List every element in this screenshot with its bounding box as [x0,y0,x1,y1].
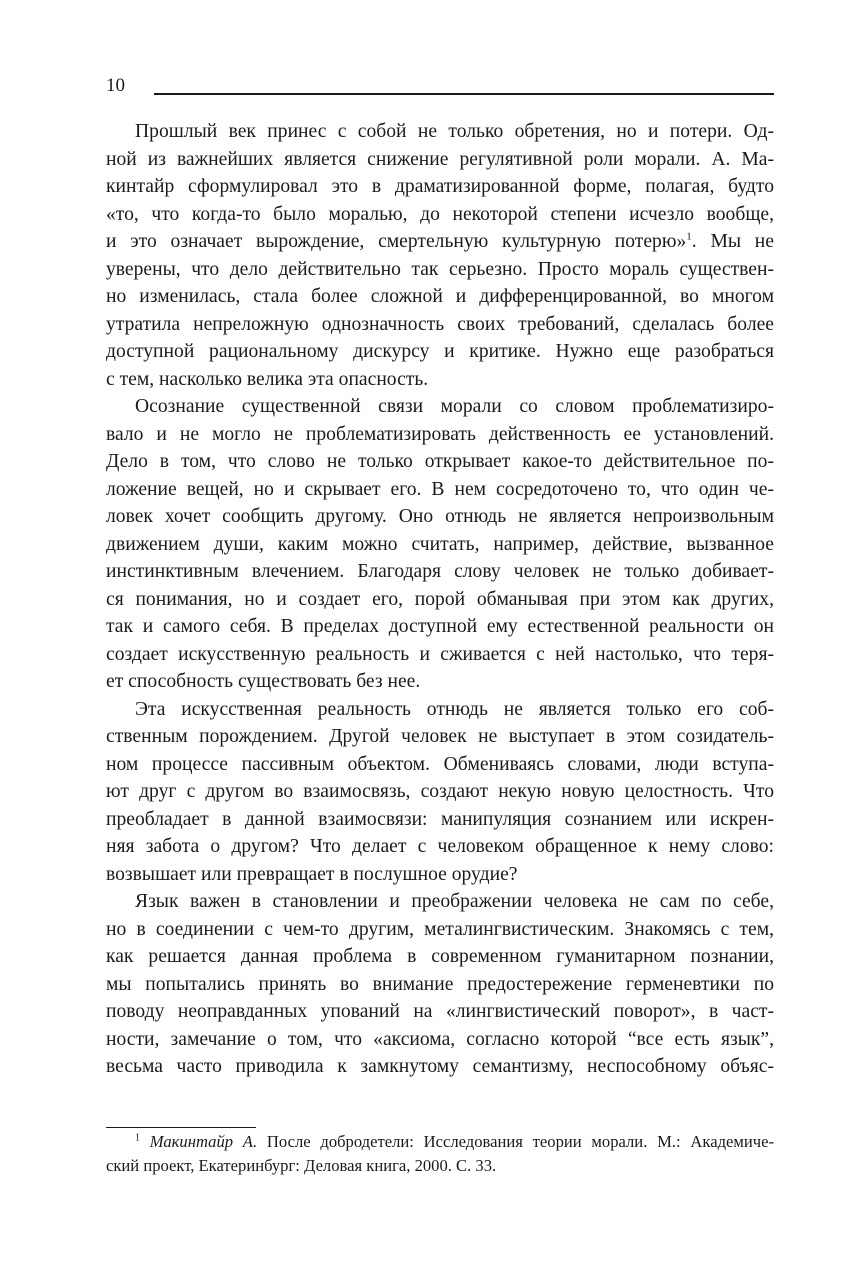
text-line: ной из важнейших является снижение регулятивной роли морали. А. Ма- [106,148,774,170]
footnote-author: Макинтайр А. [149,1132,258,1151]
text-line: уверены, что дело действительно так серьезно. Просто мораль существен- [106,258,774,280]
text-line: «то, что когда-то было моралью, до некоторой степени исчезло вообще, [106,203,774,225]
text-line: Эта искусственная реальность отнюдь не является только его соб- [135,698,774,720]
header-rule [154,93,774,95]
text-line: поводу неоправданных упований на «лингвистический поворот», в част- [106,1001,774,1022]
footnote-text: После добродетели: Исследования теории морали. М.: Академиче- [257,1132,774,1151]
text-line: ном процессе пассивным объектом. Обмениваясь словами, люди вступа- [106,753,774,775]
text-line: как решается данная проблема в современном гуманитарном познании, [106,946,774,967]
text-line: утратила непреложную однозначность своих требований, сделалась более [106,313,774,335]
text-line: ся понимания, но и создает его, порой обманывая при этом как других, [106,588,774,610]
text-line: Язык важен в становлении и преображении человека не сам по себе, [135,891,774,912]
footnote-rule [106,1127,256,1128]
text-line: возвышает или превращает в послушное орудие? [106,863,518,885]
footnote [106,1130,774,1178]
text-line: доступной рациональному дискурсу и критике. Нужно еще разобраться [106,341,774,362]
text-line: преобладает в данной взаимосвязи: манипуляция сознанием или искрен- [106,808,774,830]
footnote-line [106,1130,774,1154]
paragraph-1 [106,118,774,393]
text-line: ственным порождением. Другой человек не выступает в этом созидатель- [106,726,774,747]
footnote-reference[interactable]: 1 [686,230,692,243]
text-line: ложение вещей, но и скрывает его. В нем сосредоточено то, что один че- [106,478,774,500]
text-line: весьма часто приводила к замкнутому семантизму, неспособному объяс- [106,1056,774,1077]
text-line: с тем, насколько велика эта опасность. [106,368,429,390]
footnote-line: ский проект, Екатеринбург: Деловая книга, 2000. С. 33. [106,1156,497,1175]
text-line: движением души, каким можно считать, например, действие, вызванное [106,533,774,555]
text-line: Осознание существенной связи морали со словом проблематизиро- [135,396,774,417]
text-line: так и самого себя. В пределах доступной ему естественной реальности он [106,616,774,637]
text-line: кинтайр сформулировал это в драматизированной форме, полагая, будто [106,176,774,197]
body-text [106,118,774,1081]
page-number: 10 [106,75,125,96]
text-fragment: . Мы не [691,231,774,252]
text-line: Прошлый век принес с собой не только обретения, но и потери. Од- [135,121,774,142]
paragraph-4 [106,888,774,1081]
paragraph-3 [106,696,774,889]
text-line: инстинктивным влечением. Благодаря слову человек не только добивает- [106,561,774,582]
text-line: но изменилась, стала более сложной и дифференцированной, во многом [106,286,774,307]
text-line: но в соединении с чем-то другим, металингвистическим. Знакомясь с тем, [106,918,774,940]
text-fragment: и это означает вырождение, смертельную культурную потерю» [106,231,687,252]
text-line: создает искусственную реальность и сживается с ней настолько, что теря- [106,643,774,665]
paragraph-2 [106,393,774,696]
text-line: вало и не могло не проблематизировать действенность ее установлений. [106,423,774,445]
text-line: мы попытались принять во внимание предостережение герменевтики по [106,973,774,995]
text-line: ности, замечание о том, что «аксиома, согласно которой “все есть язык”, [106,1028,774,1050]
text-line: ловек хочет сообщить другому. Оно отнюдь не является непроизвольным [106,506,774,527]
text-line: ют друг с другом во взаимосвязь, создают некую новую целостность. Что [106,781,774,802]
text-line-with-footnote [106,228,774,256]
text-line: няя забота о другом? Что делает с человеком обращенное к нему слово: [106,836,774,857]
text-line: Дело в том, что слово не только открывает какое-то действительное по- [106,451,774,472]
footnote-mark: 1 [135,1132,140,1144]
text-line: ет способность существовать без нее. [106,671,421,692]
